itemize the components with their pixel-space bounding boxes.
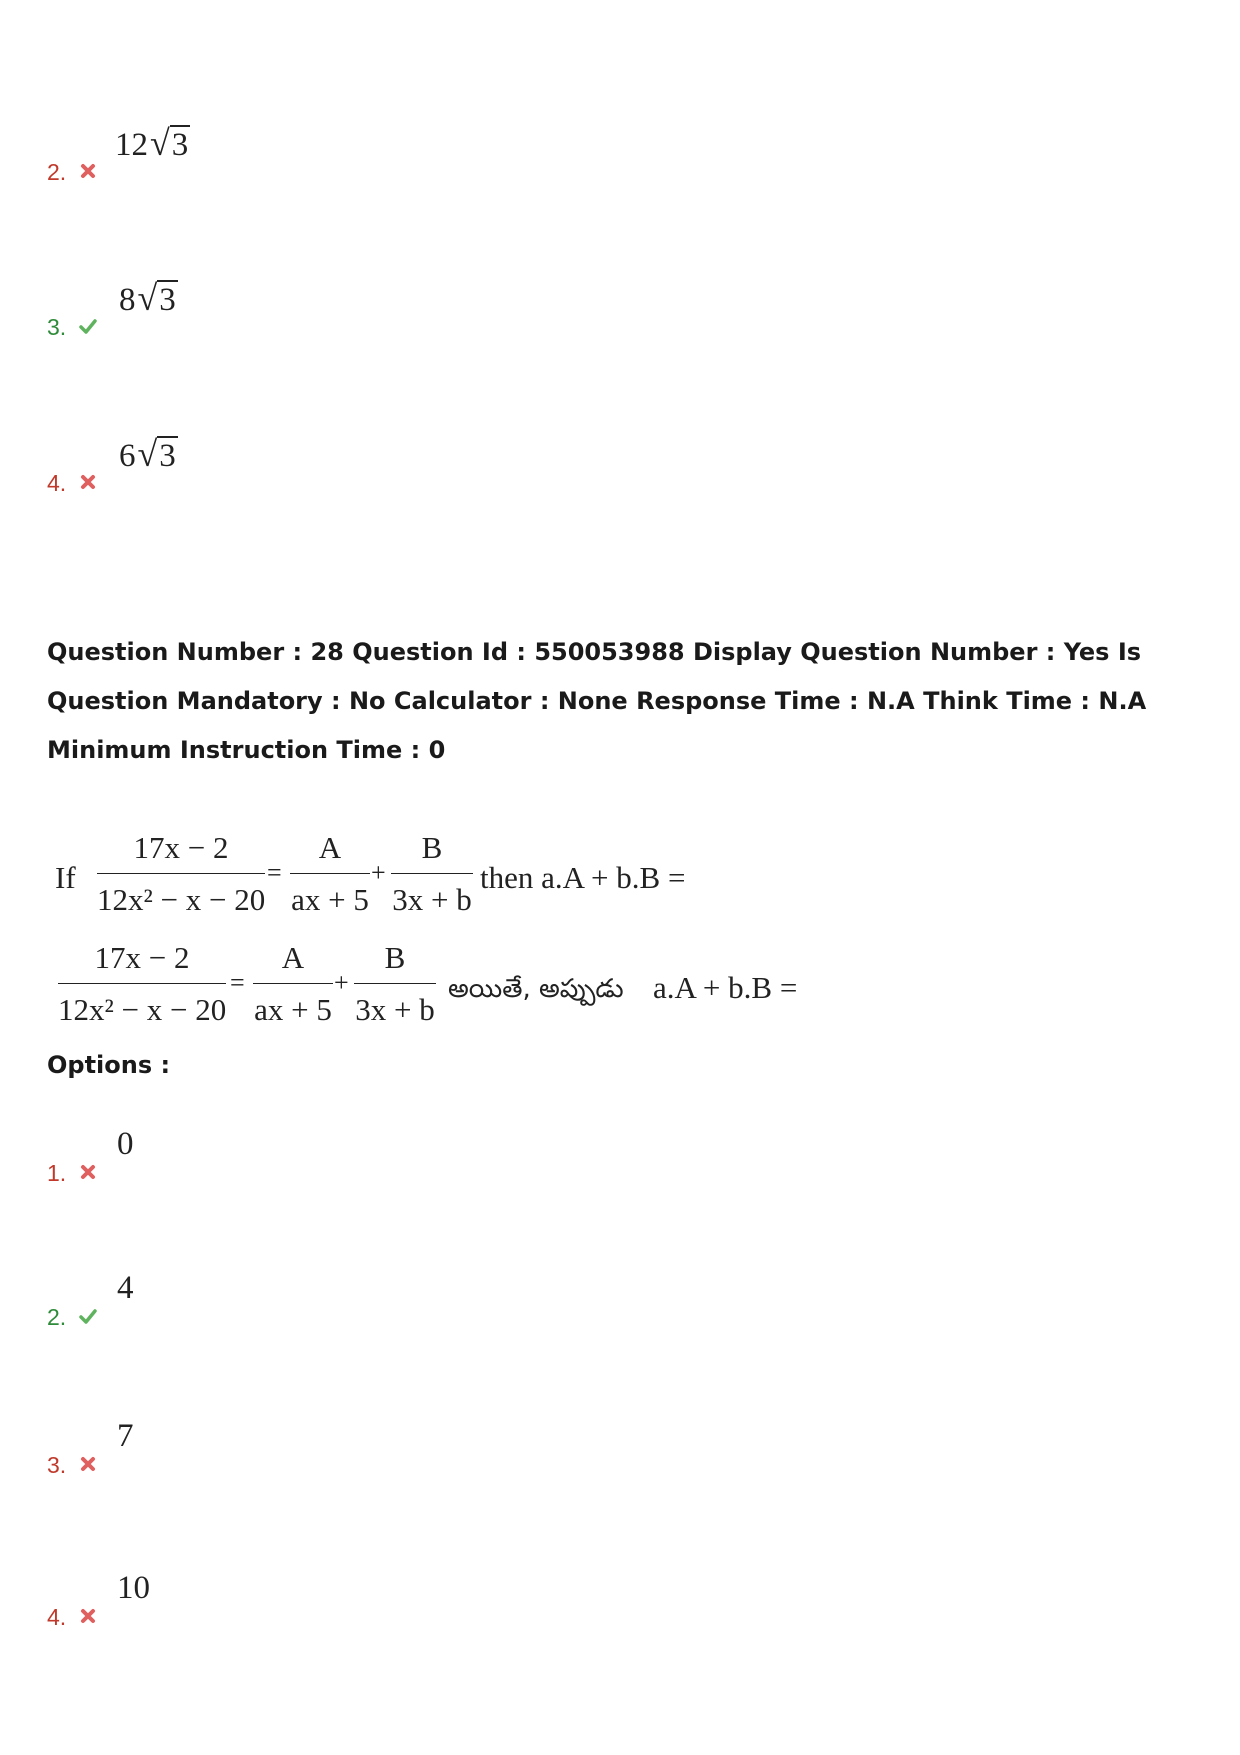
coefficient: 6 (119, 438, 136, 474)
numerator: B (421, 830, 443, 865)
option-4 (47, 1570, 647, 1630)
numerator: A (281, 940, 305, 975)
option-number: 2. (47, 159, 67, 185)
option-number: 2. (47, 1304, 67, 1330)
numerator: B (384, 940, 406, 975)
denominator: 12x² − x − 20 (58, 992, 227, 1027)
denominator: 3x + b (392, 882, 472, 917)
option-number: 1. (47, 1160, 67, 1186)
radicand: 3 (159, 438, 176, 474)
fraction-bar (253, 983, 333, 984)
fraction-bar (354, 983, 436, 984)
radicand: 3 (159, 282, 176, 318)
option-value (119, 280, 178, 319)
prev-option-2 (47, 125, 647, 185)
option-3 (47, 1418, 647, 1478)
option-value (119, 436, 178, 475)
numerator: 17x − 2 (133, 830, 229, 865)
prefix-text: If (55, 860, 76, 895)
numerator: A (318, 830, 342, 865)
suffix-text: then a.A + b.B = (480, 860, 686, 895)
fraction-bar (97, 873, 265, 874)
option-value: 4 (117, 1270, 134, 1306)
prev-option-4 (47, 436, 647, 496)
fraction-bar (290, 873, 370, 874)
telugu-suffix-text: అయితే, అప్పుడు (448, 974, 624, 1004)
cross-icon (78, 1606, 98, 1626)
fraction-bar (391, 873, 473, 874)
numerator: 17x − 2 (94, 940, 190, 975)
check-icon (78, 316, 98, 336)
denominator: ax + 5 (291, 882, 369, 917)
check-icon (78, 1306, 98, 1326)
option-2 (47, 1270, 647, 1330)
cross-icon (78, 472, 98, 492)
options-label: Options : (47, 1051, 171, 1079)
fraction-bar (58, 983, 226, 984)
prev-option-3 (47, 280, 647, 340)
cross-icon (78, 1454, 98, 1474)
option-number: 3. (47, 1452, 67, 1478)
plus-sign: + (371, 858, 386, 887)
denominator: ax + 5 (254, 992, 332, 1027)
coefficient: 12 (115, 127, 148, 163)
denominator: 12x² − x − 20 (97, 882, 266, 917)
radicand: 3 (171, 127, 189, 163)
denominator: 3x + b (355, 992, 435, 1027)
square-root: √ 3 (137, 278, 176, 318)
option-value: 10 (117, 1570, 150, 1606)
option-number: 4. (47, 1604, 67, 1630)
option-1 (47, 1126, 647, 1186)
question-equation-telugu (58, 940, 818, 1050)
option-number: 4. (47, 470, 67, 496)
option-value: 7 (117, 1418, 134, 1454)
plus-sign: + (334, 968, 349, 997)
square-root: √ 3 (150, 123, 189, 163)
cross-icon (78, 161, 98, 181)
option-number: 3. (47, 314, 67, 340)
equals-sign: = (267, 858, 282, 887)
coefficient: 8 (119, 282, 136, 318)
equals-sign: = (230, 968, 245, 997)
suffix-math: a.A + b.B = (653, 970, 798, 1005)
question-metadata: Question Number : 28 Question Id : 550053988 Display Question Number : Yes Is Question Mandatory : No Calculator : None Response Time : N.A Think Time : N.A Minimum Instruction Time : 0 (47, 638, 1147, 764)
square-root: √ 3 (137, 434, 176, 474)
option-value (115, 125, 190, 164)
question-equation-english (55, 830, 755, 940)
option-value: 0 (117, 1126, 134, 1162)
cross-icon (78, 1162, 98, 1182)
